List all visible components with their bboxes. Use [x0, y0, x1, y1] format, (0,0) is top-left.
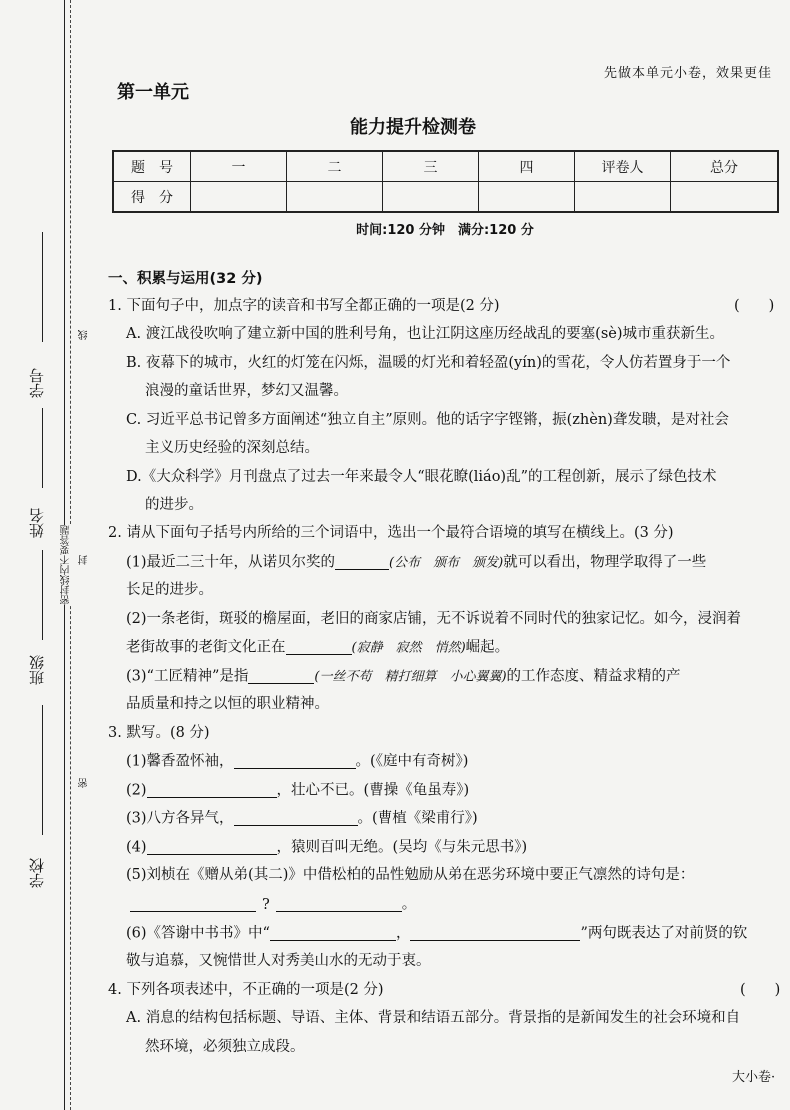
field-number-blank[interactable] [42, 232, 43, 342]
time-info: 时间:120 分钟 满分:120 分 [356, 223, 534, 238]
q1-option-d-line2: 的进步。 [145, 497, 203, 513]
q3-l4-pre: (4) [126, 839, 147, 856]
q4-stem: 4. 下列各项表述中，不正确的一项是(2 分) [108, 982, 384, 998]
q3-line6-2: 敬与追慕，又惋惜世人对秀美山水的无动于衷。 [126, 953, 431, 969]
q2-s2-options: (寂静 寂然 悄然) [351, 640, 466, 656]
q3-l6-blank2[interactable] [410, 926, 580, 941]
q2-s1-post: 就可以看出，物理学取得了一些 [503, 554, 707, 571]
q3-line3 [126, 811, 478, 826]
q1-option-b-line2: 浪漫的童话世界，梦幻又温馨。 [145, 383, 348, 399]
q1-option-d-line1: D.《大众科学》月刊盘点了过去一年来最令人“眼花瞭(liáo)乱”的工程创新，展示了绿色技术 [126, 469, 717, 485]
q3-l1-post: 。(《庭中有奇树》) [355, 753, 469, 770]
q2-sentence1-line2: 长足的进步。 [126, 582, 213, 598]
q3-line1 [126, 754, 468, 769]
q2-s1-blank[interactable] [335, 555, 389, 570]
q2-sentence2-line1: (2)一条老街，斑驳的檐屋面，老旧的商家店铺，无不诉说着不同时代的独家记忆。如今，浸润着 [126, 611, 742, 627]
score-header-cell: 总分 [671, 151, 779, 182]
score-header-cell: 二 [287, 151, 383, 182]
q3-l2-post: ，壮心不已。(曹操《龟虽寿》) [276, 782, 470, 799]
binding-label-mi: 密 [79, 778, 90, 788]
score-cell[interactable] [479, 182, 575, 213]
q3-l2-blank[interactable] [147, 783, 277, 798]
page-footer: 大小卷· [732, 1070, 776, 1085]
field-number-label: 学号 [28, 368, 46, 398]
q2-s3-blank[interactable] [248, 669, 314, 684]
score-table-header-row [113, 151, 778, 182]
q2-s3-pre: (3)“工匠精神”是指 [126, 668, 249, 685]
field-school-blank[interactable] [42, 705, 43, 835]
score-row-label: 得 分 [113, 182, 191, 213]
score-header-cell: 四 [479, 151, 575, 182]
q2-s1-pre: (1)最近二三十年，从诺贝尔奖的 [126, 554, 336, 571]
q2-sentence2-line2 [126, 640, 509, 655]
q3-line5: (5)刘桢在《赠从弟(其二)》中借松柏的品性勉励从弟在恶劣环境中要正气凛然的诗句是： [126, 867, 695, 883]
score-cell[interactable] [191, 182, 287, 213]
q3-l4-post: ，猿则百叫无绝。(吴均《与朱元思书》) [276, 839, 528, 856]
q3-l5-blank1[interactable] [130, 897, 256, 912]
q3-l4-blank[interactable] [147, 840, 277, 855]
top-note: 先做本单元小卷，效果更佳 [604, 66, 773, 81]
paper-title: 能力提升检测卷 [350, 117, 476, 138]
q2-s2-pre: 老街故事的老街文化正在 [126, 639, 286, 656]
q2-sentence3-line1 [126, 669, 681, 684]
section-heading: 一、积累与运用(32 分) [108, 271, 263, 287]
score-header-cell: 题 号 [113, 151, 191, 182]
q2-s2-blank[interactable] [286, 640, 352, 655]
score-table-score-row [113, 182, 778, 213]
q3-l1-pre: (1)馨香盈怀袖， [126, 753, 234, 770]
score-cell[interactable] [383, 182, 479, 213]
field-class-blank[interactable] [42, 550, 43, 640]
binding-label-line: 线 [79, 330, 90, 340]
q3-l5-q: ? [262, 896, 270, 913]
q3-l6-blank1[interactable] [270, 926, 396, 941]
field-school-label: 学校 [28, 858, 46, 888]
q3-l6-mid: ， [395, 925, 411, 942]
q2-sentence1 [126, 555, 706, 570]
field-name-blank[interactable] [42, 408, 43, 488]
q2-s1-options: (公布 颁布 颁发) [389, 555, 504, 571]
score-header-cell: 三 [383, 151, 479, 182]
field-class-label: 班级 [28, 655, 46, 685]
q1-answer-paren[interactable]: ( ) [734, 298, 775, 314]
q3-l5-blank2[interactable] [276, 897, 402, 912]
binding-notice: 密封线内不要答题 [61, 525, 72, 605]
score-cell[interactable] [575, 182, 671, 213]
score-cell[interactable] [287, 182, 383, 213]
score-cell[interactable] [671, 182, 779, 213]
q2-s3-post: 的工作态度、精益求精的产 [506, 668, 681, 685]
q3-l1-blank[interactable] [234, 754, 356, 769]
q3-l2-pre: (2) [126, 782, 147, 799]
q3-l3-blank[interactable] [234, 811, 358, 826]
binding-label-seal: 封 [79, 555, 90, 565]
score-header-cell: 一 [191, 151, 287, 182]
q1-option-a: A. 渡江战役吹响了建立新中国的胜利号角，也让江阴这座历经战乱的要塞(sè)城市重获新生。 [126, 326, 725, 342]
q1-option-c-line2: 主义历史经验的深刻总结。 [145, 440, 319, 456]
q1-stem: 1. 下面句子中，加点字的读音和书写全都正确的一项是(2 分) [108, 298, 500, 314]
q2-s2-post: 崛起。 [465, 639, 510, 656]
q2-sentence3-line2: 品质量和持之以恒的职业精神。 [126, 696, 329, 712]
score-table [112, 150, 779, 213]
unit-title: 第一单元 [117, 82, 189, 103]
q3-l6-pre: (6)《答谢中书书》中“ [126, 925, 270, 942]
field-name-label: 姓名 [28, 508, 46, 538]
q3-line4 [126, 840, 527, 855]
q1-option-c-line1: C. 习近平总书记曾多方面阐述“独立自主”原则。他的话字字铿锵，振(zhèn)聋发聩，是对社会 [126, 412, 729, 428]
q3-line6 [126, 926, 747, 941]
q4-option-a-line2: 然环境，必须独立成段。 [145, 1039, 305, 1055]
q1-option-b-line1: B. 夜幕下的城市，火红的灯笼在闪烁，温暖的灯光和着轻盈(yín)的雪花，令人仿若置身于一个 [126, 355, 731, 371]
q2-stem: 2. 请从下面句子括号内所给的三个词语中，选出一个最符合语境的填写在横线上。(3 分) [108, 525, 674, 541]
q3-stem: 3. 默写。(8 分) [108, 725, 210, 741]
q3-line5-answer [130, 897, 416, 912]
q3-l5-end: 。 [401, 896, 417, 913]
q4-answer-paren[interactable]: ( ) [740, 982, 781, 998]
q3-l3-post: 。(曹植《梁甫行》) [357, 810, 478, 827]
score-header-cell: 评卷人 [575, 151, 671, 182]
q3-line2 [126, 783, 469, 798]
q2-s3-options: (一丝不苟 精打细算 小心翼翼) [314, 669, 507, 685]
q4-option-a-line1: A. 消息的结构包括标题、导语、主体、背景和结语五部分。背景指的是新闻发生的社会环境和自 [126, 1010, 741, 1026]
q3-l3-pre: (3)八方各异气， [126, 810, 234, 827]
q3-l6-post: ”两句既表达了对前贤的钦 [580, 925, 748, 942]
